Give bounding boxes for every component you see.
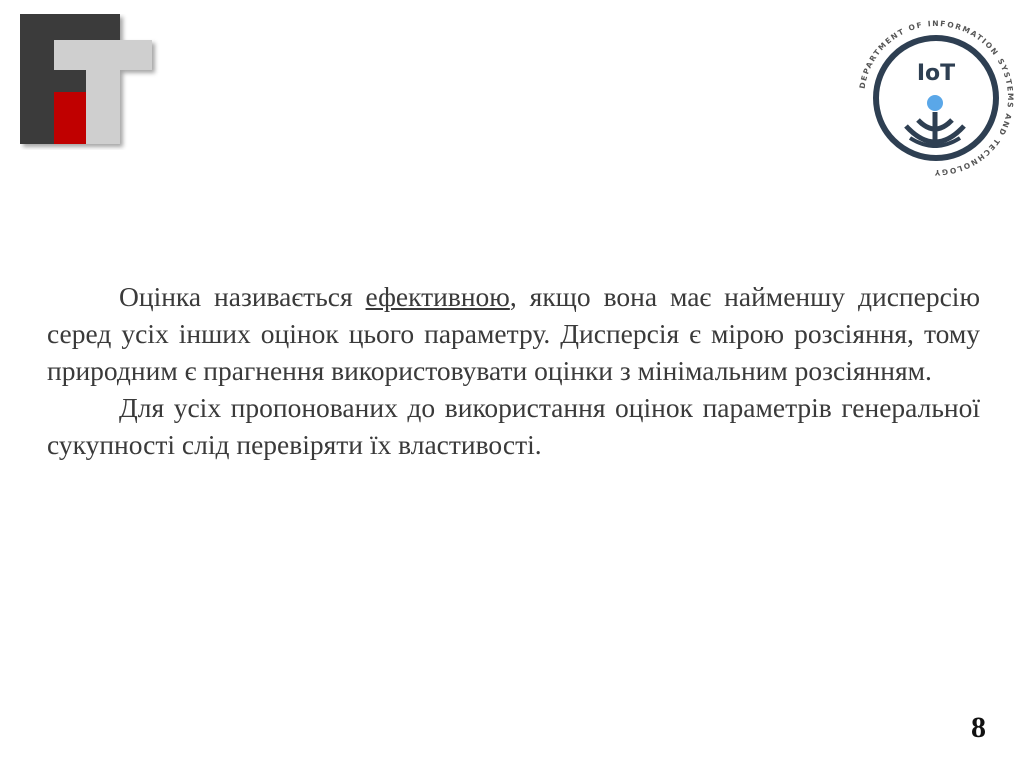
iot-badge-text: IoT — [916, 61, 956, 86]
iot-department-logo — [846, 8, 1024, 188]
page-number: 8 — [971, 711, 986, 744]
iot-ring-text: DEPARTMENT OF INFORMATION SYSTEMS AND TECHNOLOGY — [857, 18, 1016, 178]
iot-dot-icon — [927, 95, 943, 111]
paragraph1-after: , якщо вона має найменшу дисперсію серед усіх інших оцінок цього параметру. Дисперсія є мірою розсіяння, тому природним є прагнення використовувати оцінки з мінімальним розсіянням. — [47, 281, 980, 386]
slide-body-text — [47, 278, 980, 463]
paragraph1-before: Оцінка називається — [119, 281, 366, 312]
term-efficient: ефективною — [365, 281, 510, 312]
ft-logo — [20, 14, 160, 150]
paragraph-check-properties: Для усіх пропонованих до використання оцінок параметрів генеральної сукупності слід перевіряти їх властивості. — [47, 392, 980, 460]
paragraph-efficient-estimate — [47, 278, 980, 389]
